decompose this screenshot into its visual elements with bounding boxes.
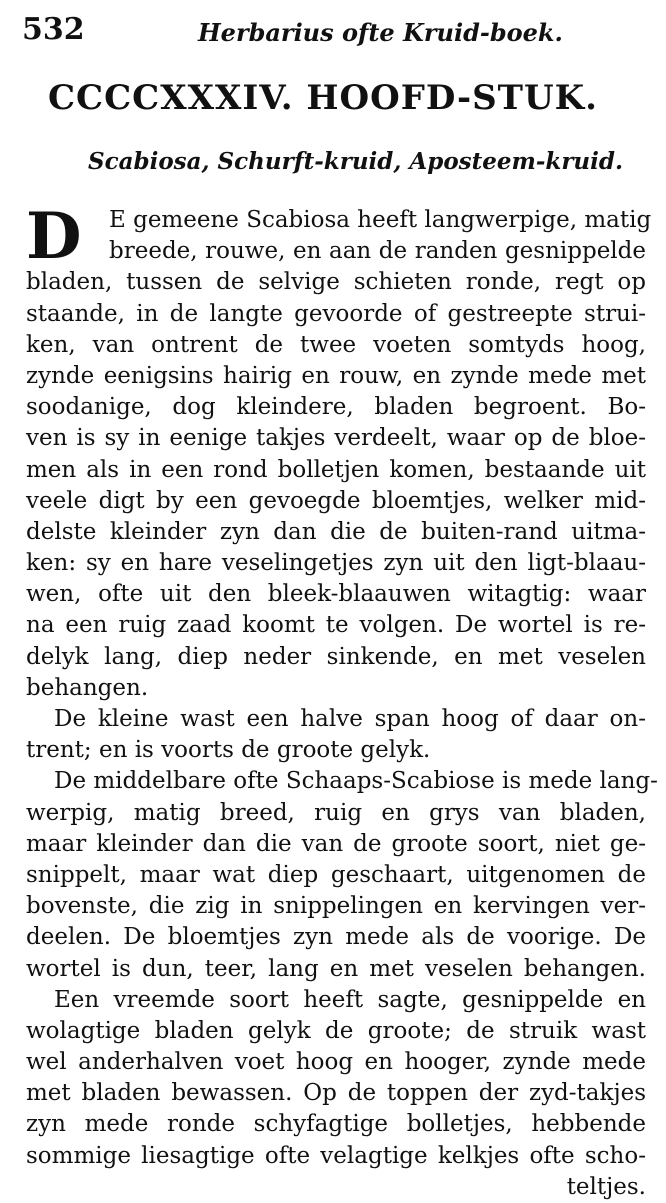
text-line: wel anderhalven voet hoog en hooger, zynde mede: [26, 1049, 646, 1076]
text-line: ken, van ontrent de twee voeten somtyds hoog,: [26, 331, 646, 358]
text-line: na een ruig zaad koomt te volgen. De wortel is re-: [26, 612, 646, 639]
text-line: snippelt, maar wat diep geschaart, uitgenomen de: [26, 861, 646, 888]
text-line: wolagtige bladen gelyk de groote; de struik wast: [26, 1017, 646, 1044]
text-line: De middelbare ofte Schaaps-Scabiose is mede lang-: [54, 768, 658, 795]
text-line: met bladen bewassen. Op de toppen der zyd-takjes: [26, 1080, 646, 1107]
text-line: werpig, matig breed, ruig en grys van bladen,: [26, 799, 646, 826]
chapter-heading: CCCCXXXIV. HOOFD-STUK.: [48, 78, 599, 118]
text-line: maar kleinder dan die van de groote soort, niet ge-: [26, 830, 646, 857]
text-line: veele digt by een gevoegde bloemtjes, welker mid-: [26, 487, 646, 514]
text-line: ken: sy en hare veselingetjes zyn uit den ligt-blaau-: [26, 550, 646, 577]
text-line: bovenste, die zig in snippelingen en kervingen ver-: [26, 893, 646, 920]
text-line: sommige liesagtige ofte velagtige kelkjes ofte scho-: [26, 1142, 646, 1169]
text-line: trent; en is voorts de groote gelyk.: [26, 737, 431, 764]
text-line: delste kleinder zyn dan die de buiten-rand uitma-: [26, 518, 646, 545]
text-line: soodanige, dog kleindere, bladen begroent. Bo-: [26, 394, 646, 421]
running-title: Herbarius ofte Kruid-boek.: [198, 18, 563, 47]
text-line: deelen. De bloemtjes zyn mede als de voorige. De: [26, 924, 646, 951]
body-text: [26, 199, 658, 1203]
text-line: zynde eenigsins hairig en rouw, en zynde mede met: [26, 362, 646, 389]
page-number: 532: [22, 12, 85, 47]
text-line: wen, ofte uit den bleek-blaauwen witagtig: waar: [26, 581, 646, 608]
text-line: delyk lang, diep neder sinkende, en met veselen: [26, 643, 646, 670]
text-line: wortel is dun, teer, lang en met veselen behangen.: [26, 955, 646, 982]
text-line: Een vreemde soort heeft sagte, gesnippelde en: [54, 986, 646, 1013]
text-line: De kleine wast een halve span hoog of daar on-: [54, 706, 646, 732]
running-head: [22, 12, 642, 52]
text-line: teltjes.: [566, 1173, 646, 1200]
text-line: E gemeene Scabiosa heeft langwerpige, matig: [109, 207, 652, 233]
text-line: behangen.: [26, 674, 149, 701]
text-line: zyn mede ronde schyfagtige bolletjes, hebbende: [26, 1111, 646, 1138]
text-line: bladen, tussen de selvige schieten ronde, regt op: [26, 269, 646, 296]
text-line: breede, rouwe, en aan de randen gesnippelde: [109, 238, 646, 265]
chapter-subtitle: Scabiosa, Schurft-kruid, Aposteem-kruid.: [88, 148, 623, 175]
text-line: men als in een rond bolletjen komen, bestaande uit: [26, 456, 646, 483]
text-line: ven is sy in eenige takjes verdeelt, waar op de bloe-: [26, 425, 646, 452]
text-line: staande, in de langte gevoorde of gestreepte strui-: [26, 300, 646, 327]
drop-cap: D: [26, 199, 82, 274]
